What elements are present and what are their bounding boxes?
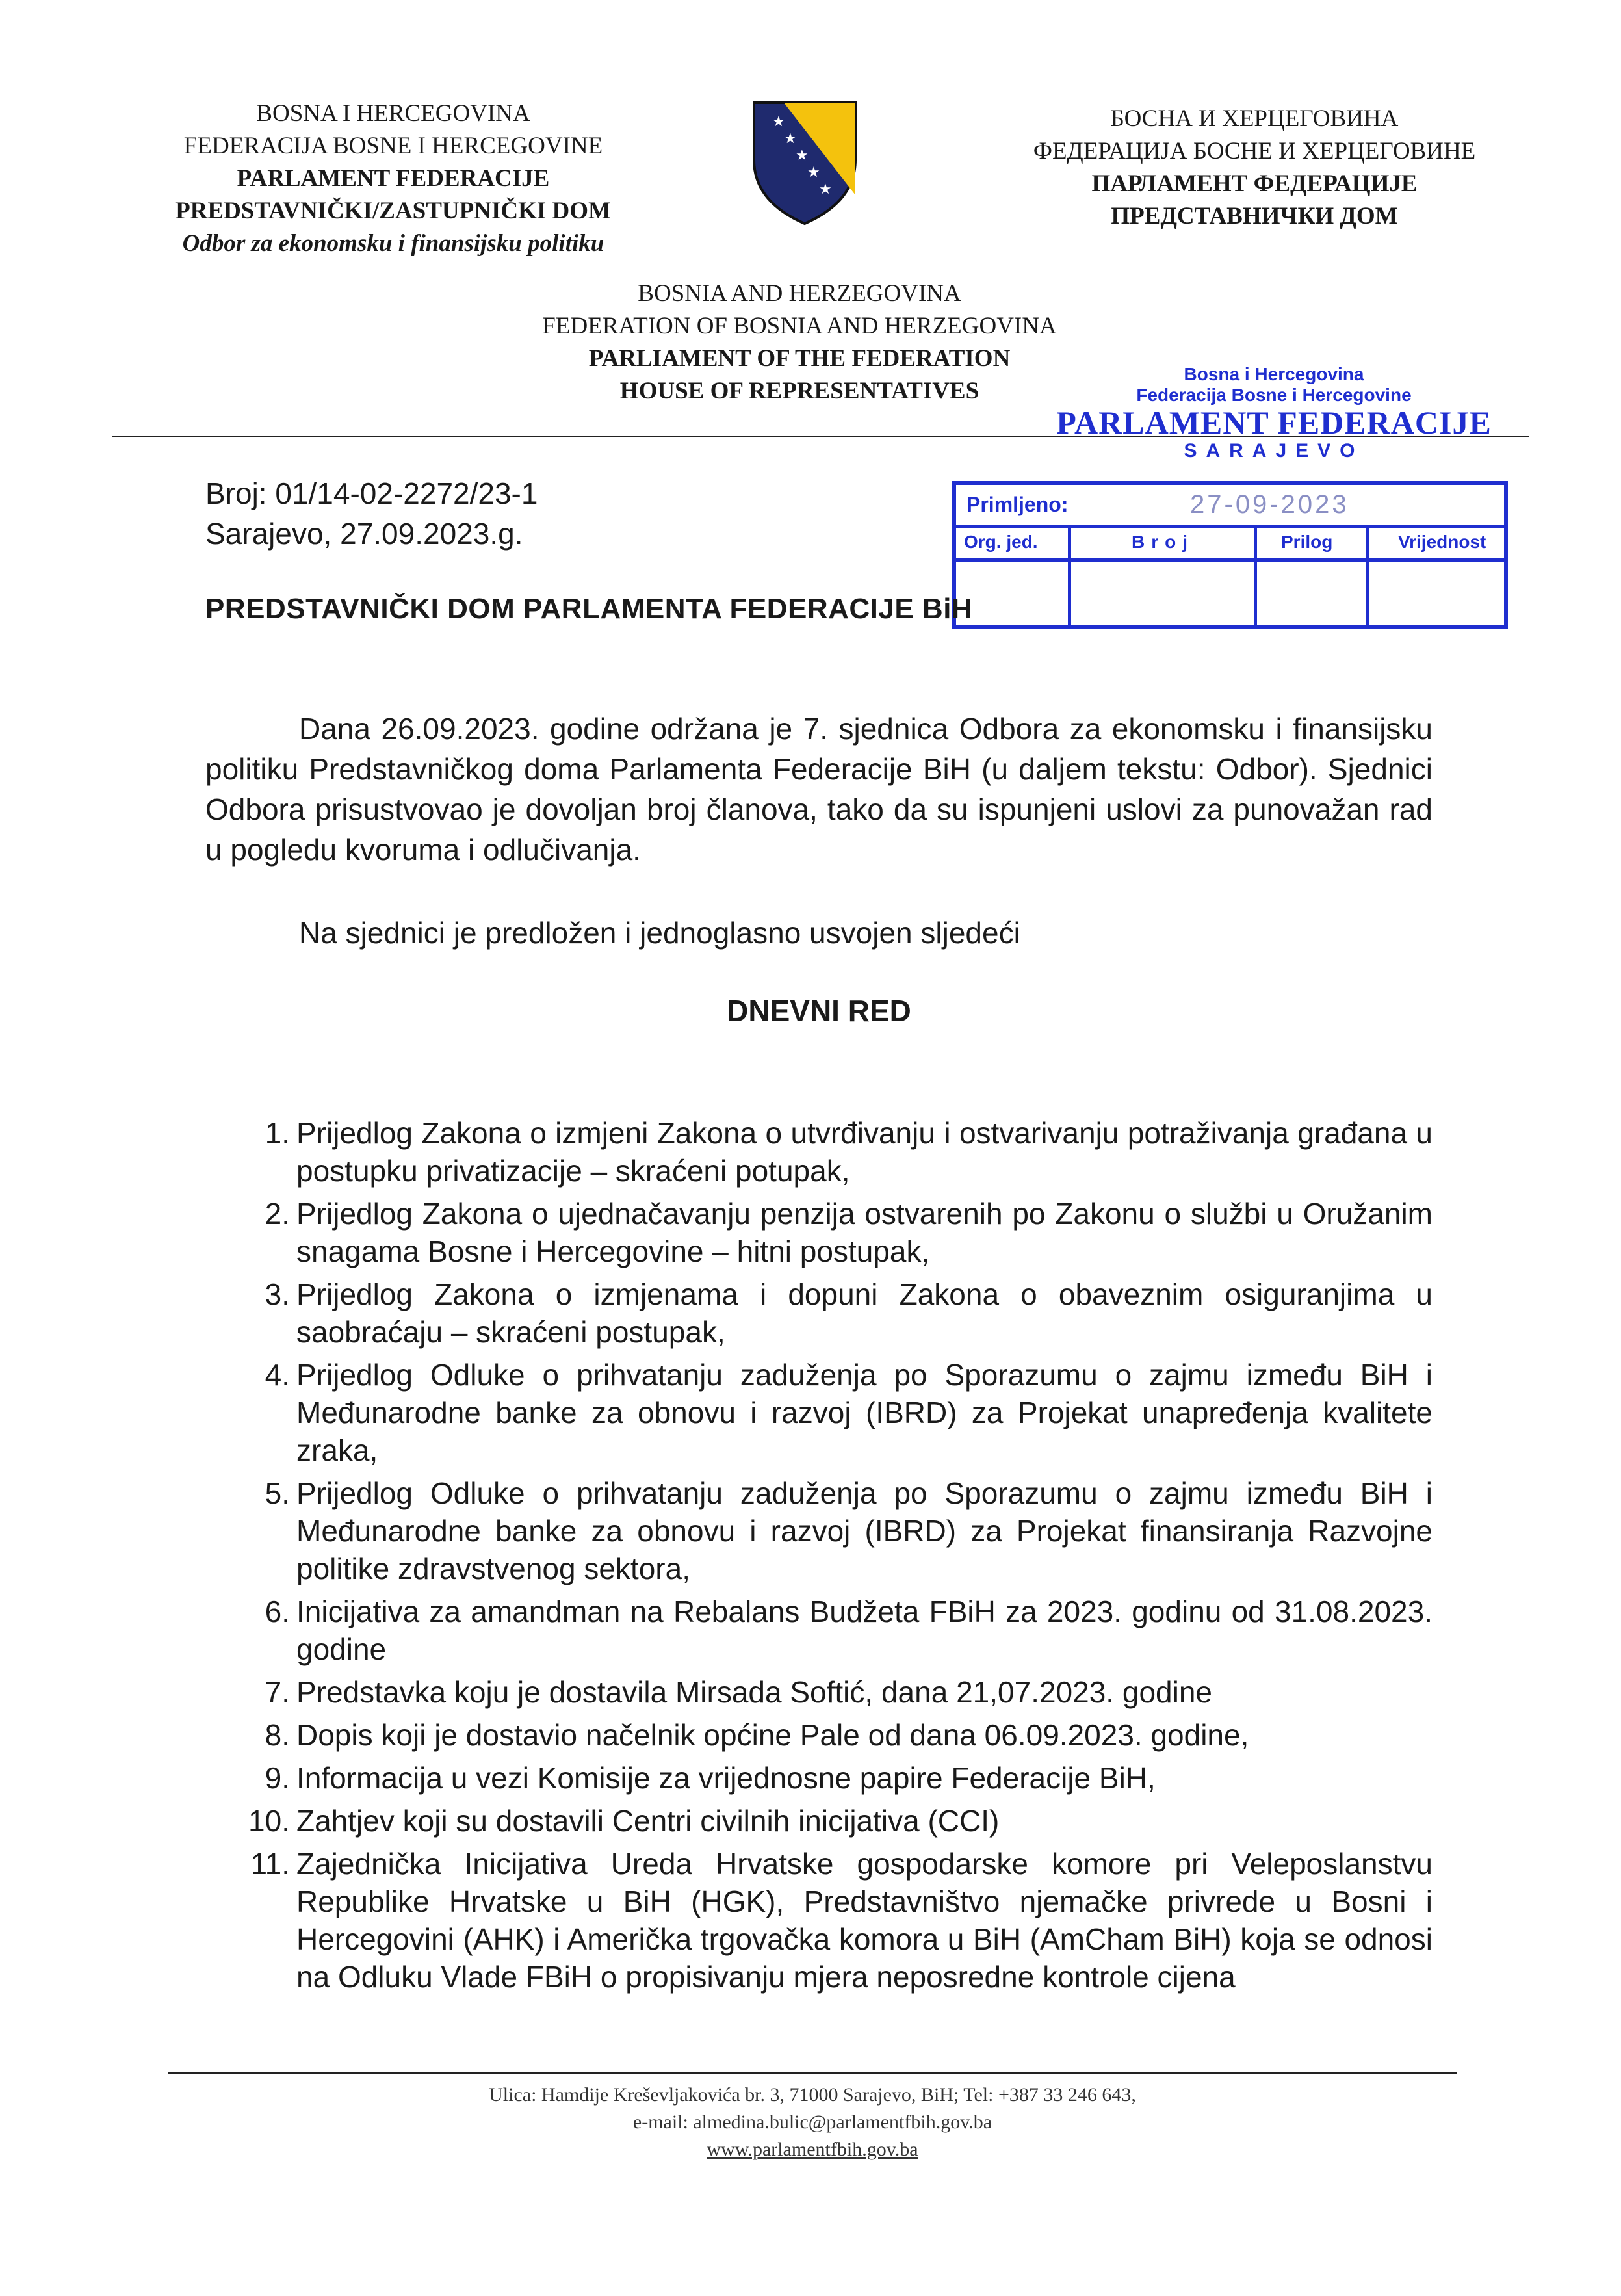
addressee: PREDSTAVNIČKI DOM PARLAMENTA FEDERACIJE BiH [205, 593, 973, 625]
stamp-line: SARAJEVO [1184, 440, 1364, 462]
agenda-item-text: Prijedlog Odluke o prihvatanju zaduženja po Sporazumu o zajmu između BiH i Međunarodne banke za obnovu i razvoj (IBRD) za Projekat unapređenja kvalitete zraka, [296, 1358, 1433, 1467]
agenda-item [247, 1474, 1433, 1587]
agenda-item-text: Informacija u vezi Komisije za vrijednosne papire Federacije BiH, [296, 1761, 1156, 1795]
header-left-line: BOSNA I HERCEGOVINA [256, 100, 530, 127]
header-left-line: FEDERACIJA BOSNE I HERCEGOVINE [183, 133, 603, 159]
stamp-line: PARLAMENT FEDERACIJE [1056, 404, 1492, 441]
agenda-item [247, 1845, 1433, 1996]
header-right-line: БОСНА И ХЕРЦЕГОВИНА [1110, 105, 1399, 132]
agenda-item-number: 6. [265, 1595, 290, 1628]
svg-text:★: ★ [772, 114, 785, 130]
agenda-item [247, 1195, 1433, 1270]
agenda-title: DNEVNI RED [727, 994, 911, 1028]
committee-name: Odbor za ekonomsku i finansijsku politiku [182, 230, 604, 257]
stamp-col-attachment: Prilog [1281, 532, 1333, 552]
svg-text:★: ★ [807, 164, 820, 181]
agenda-item-text: Prijedlog Zakona o izmjeni Zakona o utvrđivanju i ostvarivanju potraživanja građana u postupku privatizacije – skraćeni potupak, [296, 1116, 1433, 1188]
agenda-item [247, 1759, 1433, 1797]
agenda-item-number: 8. [265, 1718, 290, 1752]
agenda-item [247, 1716, 1433, 1754]
agenda-item-text: Dopis koji je dostavio načelnik općine Pale od dana 06.09.2023. godine, [296, 1718, 1249, 1752]
agenda-item-number: 4. [265, 1358, 290, 1392]
agenda-item [247, 1673, 1433, 1711]
stamp-received-label: Primljeno: [966, 493, 1069, 516]
received-stamp-header [1053, 364, 1495, 463]
agenda-item-number: 3. [265, 1277, 290, 1311]
received-stamp-box [952, 481, 1508, 629]
agenda-item-number: 5. [265, 1476, 290, 1510]
agenda-item-text: Zahtjev koji su dostavili Centri civilnih inicijativa (CCI) [296, 1804, 1000, 1838]
document-place-date: Sarajevo, 27.09.2023.g. [205, 517, 523, 551]
document-reference [205, 473, 538, 554]
agenda-item-number: 7. [265, 1675, 290, 1709]
header-center-line: BOSNIA AND HERZEGOVINA [638, 280, 961, 307]
header-right-line: ПАРЛАМЕНТ ФЕДЕРАЦИЈЕ [1091, 170, 1418, 197]
header-center [442, 278, 1157, 408]
stamp-line: Bosna i Hercegovina [1184, 364, 1364, 384]
header-left-line: PARLAMENT FEDERACIJE [237, 165, 550, 192]
agenda-list [247, 1114, 1433, 2001]
stamp-received-date: 27-09-2023 [1190, 490, 1349, 519]
agenda-item-text: Prijedlog Odluke o prihvatanju zaduženja po Sporazumu o zajmu između BiH i Međunarodne banke za obnovu i razvoj (IBRD) za Projekat finansiranja Razvojne politike zdravstvenog sektora, [296, 1476, 1433, 1585]
agenda-item [247, 1802, 1433, 1840]
agenda-item-text: Prijedlog Zakona o izmjenama i dopuni Zakona o obaveznim osiguranjima u saobraćaju – skraćeni postupak, [296, 1277, 1433, 1349]
header-left [117, 98, 669, 260]
agenda-item [247, 1114, 1433, 1190]
footer-website-link[interactable]: www.parlamentfbih.gov.ba [707, 2139, 918, 2160]
agenda-item [247, 1593, 1433, 1668]
intro-paragraph: Dana 26.09.2023. godine održana je 7. sjednica Odbora za ekonomsku i finansijsku politiku Predstavničkog doma Parlamenta Federacije BiH (u daljem tekstu: Odbor). Sjednici Odbora prisustvovao je dovoljan broj članova, tako da su ispunjeni uslovi za punovažan rad u pogledu kvoruma i odlučivanja. [205, 712, 1433, 867]
coat-of-arms-icon [746, 98, 863, 228]
stamp-col-number: Broj [1132, 532, 1194, 552]
agenda-item-number: 10. [248, 1804, 290, 1838]
footer-email[interactable]: e-mail: almedina.bulic@parlamentfbih.gov.ba [632, 2111, 992, 2133]
header-right-line: ФЕДЕРАЦИЈА БОСНЕ И ХЕРЦЕГОВИНЕ [1033, 138, 1476, 164]
agenda-item-text: Prijedlog Zakona o ujednačavanju penzija ostvarenih po Zakonu o službi u Oružanim snagama Bosne i Hercegovine – hitni postupak, [296, 1197, 1433, 1268]
header-center-line: PARLIAMENT OF THE FEDERATION [588, 345, 1011, 372]
agenda-intro: Na sjednici je predložen i jednoglasno usvojen sljedeći [299, 916, 1020, 950]
header-left-line: PREDSTAVNIČKI/ZASTUPNIČKI DOM [175, 198, 611, 224]
footer-divider [168, 2072, 1457, 2074]
svg-text:★: ★ [796, 148, 809, 164]
stamp-divider [1068, 528, 1071, 629]
stamp-col-org: Org. jed. [964, 532, 1038, 552]
stamp-divider [1254, 528, 1257, 629]
agenda-item-number: 11. [250, 1847, 290, 1881]
header-center-line: FEDERATION OF BOSNIA AND HERZEGOVINA [542, 313, 1057, 339]
svg-text:★: ★ [784, 131, 797, 147]
agenda-item-number: 1. [265, 1116, 290, 1150]
footer [168, 2081, 1457, 2163]
svg-text:★: ★ [819, 181, 832, 198]
agenda-item-text: Predstavka koju je dostavila Mirsada Softić, dana 21,07.2023. godine [296, 1675, 1212, 1709]
stamp-columns-row [956, 528, 1504, 562]
stamp-col-value: Vrijednost [1398, 532, 1486, 552]
header-right-line: ПРЕДСТАВНИЧКИ ДОМ [1111, 203, 1398, 229]
agenda-item-number: 9. [265, 1761, 290, 1795]
footer-address: Ulica: Hamdije Kreševljakovića br. 3, 71000 Sarajevo, BiH; Tel: +387 33 246 643, [489, 2084, 1136, 2106]
header-center-line: HOUSE OF REPRESENTATIVES [619, 378, 979, 404]
agenda-item-text: Zajednička Inicijativa Ureda Hrvatske gospodarske komore pri Veleposlanstvu Republike Hrvatske u BiH (HGK), Predstavništvo njemačke privrede u Bosni i Hercegovini (AHK) i Američka trgovačka komora u BiH (AmCham BiH) koja se odnosi na Odluku Vlade FBiH o propisivanju mjera neposredne kontrole cijena [296, 1847, 1433, 1994]
agenda-item [247, 1275, 1433, 1351]
document-number: Broj: 01/14-02-2272/23-1 [205, 476, 538, 510]
agenda-item-number: 2. [265, 1197, 290, 1231]
agenda-item-text: Inicijativa za amandman na Rebalans Budžeta FBiH za 2023. godinu od 31.08.2023. godine [296, 1595, 1433, 1666]
stamp-line: Federacija Bosne i Hercegovine [1136, 385, 1412, 405]
stamp-divider [1366, 528, 1369, 629]
header-right [962, 103, 1547, 233]
stamp-received-row [956, 485, 1504, 528]
agenda-item [247, 1356, 1433, 1469]
